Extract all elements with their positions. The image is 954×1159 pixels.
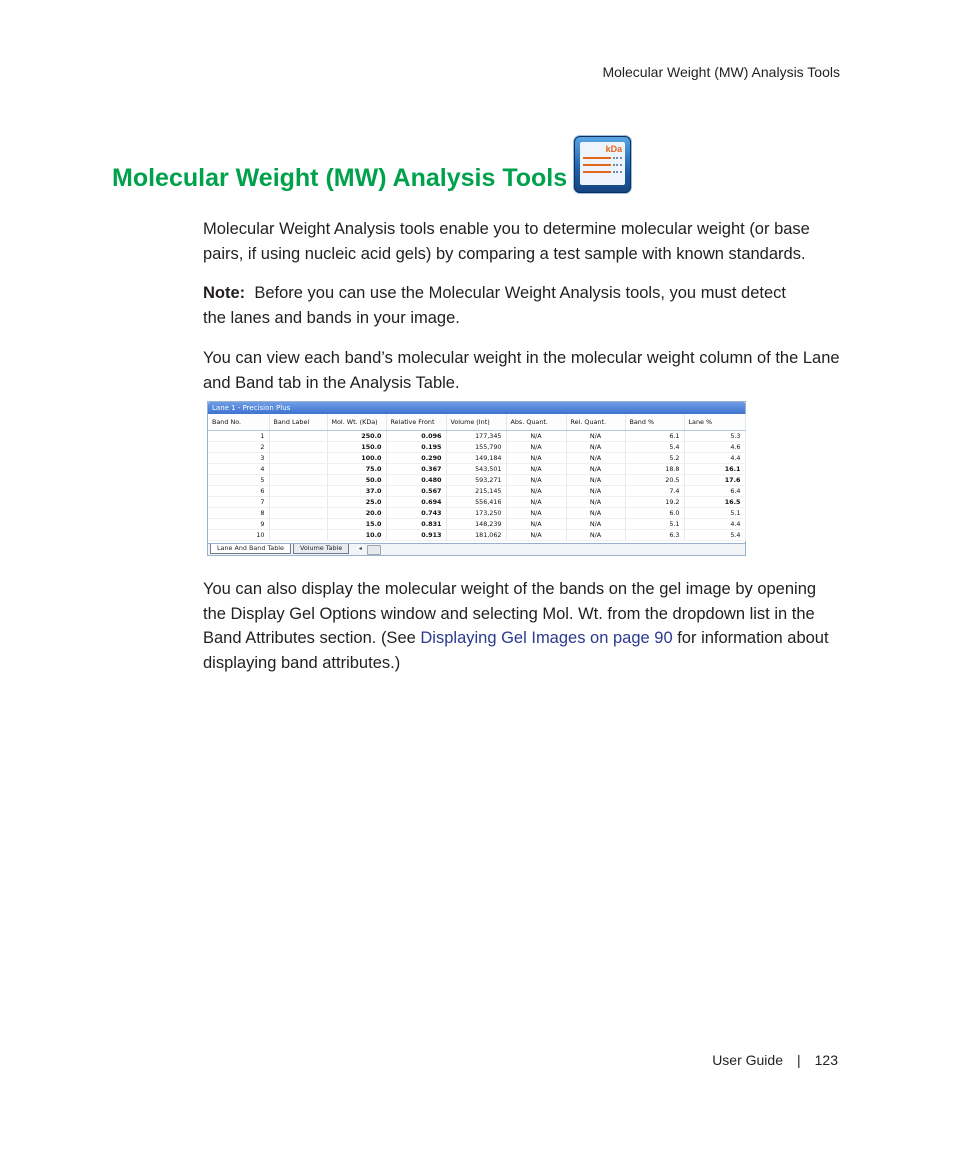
display-text-after: for information about displaying band attributes.) [203, 629, 829, 672]
column-header[interactable]: Mol. Wt. (KDa) [327, 414, 386, 431]
table-cell: 181,062 [446, 530, 506, 541]
table-cell: N/A [506, 464, 566, 475]
table-cell: 0.831 [386, 519, 446, 530]
table-cell: 16.5 [684, 497, 745, 508]
table-cell: 149,184 [446, 453, 506, 464]
table-cell: 155,790 [446, 442, 506, 453]
table-row[interactable] [208, 497, 745, 508]
table-cell: 0.195 [386, 442, 446, 453]
table-cell: N/A [566, 530, 625, 541]
table-cell: 16.1 [684, 464, 745, 475]
table-cell: 4 [208, 464, 269, 475]
column-header[interactable]: Band Label [269, 414, 327, 431]
lane-band-table [208, 414, 746, 541]
table-cell: N/A [506, 497, 566, 508]
footer-guide-label: User Guide [712, 1052, 783, 1068]
table-cell: 10.0 [327, 530, 386, 541]
table-cell [269, 486, 327, 497]
table-cell: 543,501 [446, 464, 506, 475]
table-cell: 250.0 [327, 431, 386, 442]
table-cell: 50.0 [327, 475, 386, 486]
column-header[interactable]: Abs. Quant. [506, 414, 566, 431]
table-cell: 5.4 [684, 530, 745, 541]
table-cell: 7.4 [625, 486, 684, 497]
table-cell: N/A [506, 508, 566, 519]
intro-paragraph: Molecular Weight Analysis tools enable you to determine molecular weight (or base pairs, if using nucleic acid gels) by comparing a test sample with known standards. [203, 220, 810, 263]
table-cell: N/A [566, 486, 625, 497]
table-row[interactable] [208, 442, 745, 453]
table-cell: 5.4 [625, 442, 684, 453]
table-row[interactable] [208, 431, 745, 442]
table-cell: 8 [208, 508, 269, 519]
table-cell: 0.480 [386, 475, 446, 486]
tab-lane-and-band-table[interactable]: Lane And Band Table [210, 544, 291, 554]
running-header: Molecular Weight (MW) Analysis Tools [602, 64, 840, 80]
table-row[interactable] [208, 453, 745, 464]
column-header[interactable]: Lane % [684, 414, 745, 431]
table-cell: N/A [566, 464, 625, 475]
table-title-bar: Lane 1 - Precision Plus [208, 402, 745, 414]
table-row[interactable] [208, 464, 745, 475]
display-text-before: You can also display the molecular weight of the bands on the gel image by opening the Display Gel Options window and selecting Mol. Wt. from the dropdown list in the Band Attributes section. (See [203, 580, 817, 647]
note-text: Before you can use the Molecular Weight Analysis tools, you must detect the lanes and bands in your image. [203, 284, 786, 327]
table-cell: 0.567 [386, 486, 446, 497]
table-cell: N/A [566, 519, 625, 530]
table-cell: 6.1 [625, 431, 684, 442]
table-cell: 75.0 [327, 464, 386, 475]
table-cell: N/A [506, 475, 566, 486]
table-header-row [208, 414, 745, 431]
table-cell [269, 464, 327, 475]
table-cell: N/A [566, 508, 625, 519]
table-cell: 17.6 [684, 475, 745, 486]
horizontal-scrollbar-thumb[interactable] [367, 545, 381, 555]
table-cell: 3 [208, 453, 269, 464]
table-cell: 5 [208, 475, 269, 486]
column-header[interactable]: Volume (Int) [446, 414, 506, 431]
table-cell [269, 519, 327, 530]
table-cell: 215,145 [446, 486, 506, 497]
kda-icon-label: kDa [605, 144, 623, 154]
column-header[interactable]: Relative Front [386, 414, 446, 431]
table-cell: 5.3 [684, 431, 745, 442]
page-title: Molecular Weight (MW) Analysis Tools [112, 164, 568, 192]
table-cell: N/A [506, 453, 566, 464]
table-cell: 0.743 [386, 508, 446, 519]
column-header[interactable]: Rel. Quant. [566, 414, 625, 431]
table-cell: 19.2 [625, 497, 684, 508]
column-header[interactable]: Band % [625, 414, 684, 431]
table-cell: 6.0 [625, 508, 684, 519]
table-cell: 556,416 [446, 497, 506, 508]
displaying-gel-images-link[interactable]: Displaying Gel Images on page 90 [420, 629, 673, 647]
table-cell: 37.0 [327, 486, 386, 497]
note-paragraph [203, 281, 813, 330]
table-cell: 6.3 [625, 530, 684, 541]
table-cell: 7 [208, 497, 269, 508]
table-row[interactable] [208, 530, 745, 541]
table-cell: 15.0 [327, 519, 386, 530]
table-cell: N/A [506, 486, 566, 497]
table-cell: 20.0 [327, 508, 386, 519]
table-cell: 0.367 [386, 464, 446, 475]
table-cell: 0.694 [386, 497, 446, 508]
column-header[interactable]: Band No. [208, 414, 269, 431]
table-cell: 20.5 [625, 475, 684, 486]
table-cell: N/A [506, 530, 566, 541]
table-cell: 100.0 [327, 453, 386, 464]
table-cell: 2 [208, 442, 269, 453]
table-cell: 593,271 [446, 475, 506, 486]
table-cell: 0.096 [386, 431, 446, 442]
table-cell: 4.6 [684, 442, 745, 453]
table-cell: N/A [566, 497, 625, 508]
table-cell: 4.4 [684, 519, 745, 530]
table-cell: 9 [208, 519, 269, 530]
table-cell [269, 475, 327, 486]
section-heading [112, 136, 631, 193]
table-cell: 25.0 [327, 497, 386, 508]
table-cell [269, 442, 327, 453]
table-row[interactable] [208, 508, 745, 519]
view-paragraph: You can view each band’s molecular weight in the molecular weight column of the Lane and Band tab in the Analysis Table. [203, 349, 840, 392]
display-paragraph [203, 577, 843, 675]
table-cell: 1 [208, 431, 269, 442]
table-cell: N/A [506, 431, 566, 442]
table-cell: 5.2 [625, 453, 684, 464]
sheet-tab-strip [208, 543, 745, 555]
analysis-table-screenshot [207, 401, 746, 556]
table-row[interactable] [208, 519, 745, 530]
table-cell: N/A [566, 442, 625, 453]
page-footer [712, 1052, 838, 1068]
table-cell: 10 [208, 530, 269, 541]
table-cell: 150.0 [327, 442, 386, 453]
note-label: Note: [203, 284, 246, 302]
table-cell [269, 431, 327, 442]
table-cell: 6.4 [684, 486, 745, 497]
table-cell: 0.290 [386, 453, 446, 464]
footer-separator: | [797, 1052, 801, 1068]
table-cell: N/A [506, 442, 566, 453]
table-cell [269, 530, 327, 541]
table-row[interactable] [208, 486, 745, 497]
page-number: 123 [814, 1052, 838, 1068]
table-cell: 5.1 [684, 508, 745, 519]
table-cell: 18.8 [625, 464, 684, 475]
table-cell: N/A [566, 453, 625, 464]
table-cell: N/A [506, 519, 566, 530]
table-cell: N/A [566, 475, 625, 486]
table-cell: 0.913 [386, 530, 446, 541]
table-cell [269, 497, 327, 508]
table-cell: 5.1 [625, 519, 684, 530]
table-cell: 148,239 [446, 519, 506, 530]
table-cell: 177,345 [446, 431, 506, 442]
tab-volume-table[interactable]: Volume Table [293, 544, 349, 554]
table-cell [269, 453, 327, 464]
table-cell: N/A [566, 431, 625, 442]
table-row[interactable] [208, 475, 745, 486]
mw-analysis-tool-icon [574, 136, 631, 193]
scroll-left-arrow-icon[interactable]: ◂ [358, 545, 362, 552]
table-cell [269, 508, 327, 519]
table-cell: 4.4 [684, 453, 745, 464]
table-cell: 6 [208, 486, 269, 497]
table-cell: 173,250 [446, 508, 506, 519]
